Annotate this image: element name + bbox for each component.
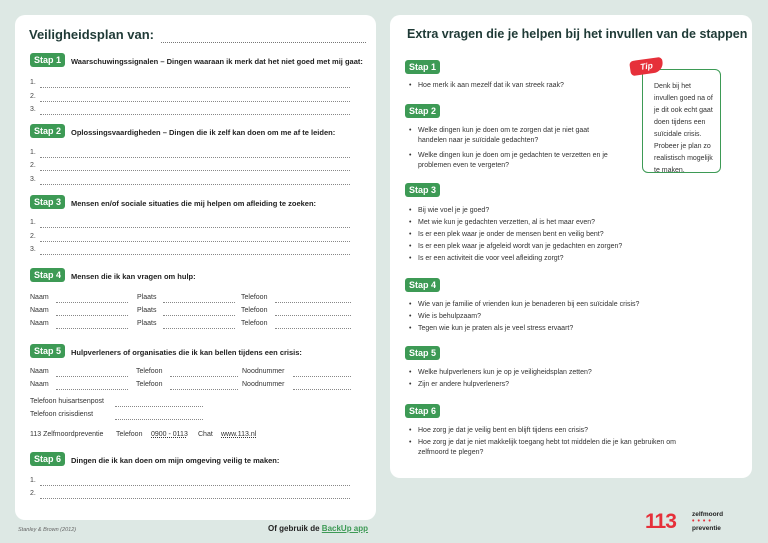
stap1-badge: Stap 1 <box>30 53 65 67</box>
naam-label: Naam <box>30 294 49 301</box>
naam-label: Naam <box>30 381 49 388</box>
stap4-description: Mensen die ik kan vragen om hulp: <box>71 272 196 281</box>
telefoon-field[interactable] <box>170 376 238 377</box>
naam-label: Naam <box>30 368 49 375</box>
org-name: 113 Zelfmoordpreventie <box>30 431 104 438</box>
huisartsenpost-label: Telefoon huisartsenpost <box>30 398 104 405</box>
naam-field[interactable] <box>56 376 128 377</box>
line-number: 1. <box>30 149 36 156</box>
stap2-badge: Stap 2 <box>405 104 440 118</box>
cta-prefix: Of gebruik de <box>268 524 320 533</box>
plaats-field[interactable] <box>163 328 235 329</box>
telefoon-field[interactable] <box>275 315 351 316</box>
stap2-line-3[interactable] <box>40 184 350 185</box>
question: • Zijn er andere hulpverleners? <box>418 380 718 390</box>
question: • Is er een plek waar je onder de mensen bent en veilig bent? <box>418 230 718 240</box>
plaats-label: Plaats <box>137 294 157 301</box>
stap4-badge: Stap 4 <box>405 278 440 292</box>
question: • Welke hulpverleners kun je op je veiligheidsplan zetten? <box>418 368 718 378</box>
stap3-line-2[interactable] <box>40 241 350 242</box>
telefoon-label: Telefoon <box>136 368 163 375</box>
line-number: 1. <box>30 477 36 484</box>
question: • Wie is behulpzaam? <box>418 312 718 322</box>
naam-field[interactable] <box>56 328 128 329</box>
stap4-badge: Stap 4 <box>30 268 65 282</box>
line-number: 3. <box>30 246 36 253</box>
telefoon-label: Telefoon <box>136 381 163 388</box>
org-telefoon-label: Telefoon <box>116 431 143 438</box>
question: • Welke dingen kun je doen om je gedachten te verzetten en je problemen even te vergeten? <box>418 151 623 171</box>
stap2-line-1[interactable] <box>40 157 350 158</box>
naam-field[interactable] <box>56 315 128 316</box>
stap5-description: Hulpverleners of organisaties die ik kan bellen tijdens een crisis: <box>71 348 302 357</box>
plaats-field[interactable] <box>163 302 235 303</box>
stap3-line-1[interactable] <box>40 227 350 228</box>
noodnummer-label: Noodnummer <box>242 368 285 375</box>
line-number: 2. <box>30 233 36 240</box>
telefoon-field[interactable] <box>275 328 351 329</box>
stap2-line-2[interactable] <box>40 170 350 171</box>
line-number: 1. <box>30 79 36 86</box>
naam-label: Naam <box>30 307 49 314</box>
question: • Bij wie voel je je goed? <box>418 206 718 216</box>
stap6-line-1[interactable] <box>40 485 350 486</box>
line-number: 2. <box>30 93 36 100</box>
telefoon-field[interactable] <box>170 389 238 390</box>
questions-title: Extra vragen die je helpen bij het invullen van de stappen <box>407 27 748 41</box>
chat-link[interactable]: www.113.nl <box>221 431 257 438</box>
stap1-line-2[interactable] <box>40 101 350 102</box>
stap3-description: Mensen en/of sociale situaties die mij helpen om afleiding te zoeken: <box>71 199 317 208</box>
stap1-description: Waarschuwingssignalen – Dingen waaraan ik merk dat het niet goed met mij gaat: <box>71 57 363 66</box>
stap3-badge: Stap 3 <box>405 183 440 197</box>
stap3-badge: Stap 3 <box>30 195 65 209</box>
telefoon-label: Telefoon <box>241 294 268 301</box>
chat-label: Chat <box>198 431 213 438</box>
plaats-field[interactable] <box>163 315 235 316</box>
stap5-badge: Stap 5 <box>30 344 65 358</box>
safety-plan-form <box>15 15 376 520</box>
backup-app-link[interactable]: BackUp app <box>321 524 369 533</box>
source-credit: Stanley & Brown (2012) <box>18 527 77 533</box>
backup-app-cta <box>268 524 368 533</box>
stap3-line-3[interactable] <box>40 254 350 255</box>
logo-dots: •••• <box>692 518 714 525</box>
question: • Met wie kun je gedachten verzetten, al is het maar even? <box>418 218 718 228</box>
question: • Is er een activiteit die voor veel afleiding zorgt? <box>418 254 718 264</box>
logo-word-1: zelfmoord <box>692 511 724 518</box>
line-number: 3. <box>30 176 36 183</box>
extra-questions-panel <box>390 15 752 478</box>
logo-word-2: preventie <box>692 525 721 532</box>
question: • Hoe zorg je dat je veilig bent en blijft tijdens een crisis? <box>418 426 718 436</box>
stap6-line-2[interactable] <box>40 498 350 499</box>
stap6-description: Dingen die ik kan doen om mijn omgeving veilig te maken: <box>71 456 280 465</box>
line-number: 1. <box>30 219 36 226</box>
logo-number: 113 <box>645 510 676 533</box>
stap6-badge: Stap 6 <box>30 452 65 466</box>
stap1-line-1[interactable] <box>40 87 350 88</box>
stap6-badge: Stap 6 <box>405 404 440 418</box>
crisisdienst-label: Telefoon crisisdienst <box>30 411 94 418</box>
line-number: 3. <box>30 106 36 113</box>
form-title: Veiligheidsplan van: <box>29 27 154 42</box>
tip-tag: Tip <box>629 57 664 76</box>
stap2-description: Oplossingsvaardigheden – Dingen die ik zelf kan doen om me af te leiden: <box>71 128 336 137</box>
question: • Tegen wie kun je praten als je veel stress ervaart? <box>418 324 718 334</box>
question: • Is er een plek waar je afgeleid wordt van je gedachten en zorgen? <box>418 242 718 252</box>
question: • Wie van je familie of vrienden kun je benaderen bij een suïcidale crisis? <box>418 300 718 310</box>
tip-box: Denk bij het invullen goed na of je dit ook echt gaat doen tijdens een suïcidale crisis. Probeer je plan zo realistisch mogelijk te maken. <box>642 69 721 173</box>
plaats-label: Plaats <box>137 307 157 314</box>
naam-field[interactable] <box>56 302 128 303</box>
plaats-label: Plaats <box>137 320 157 327</box>
telefoon-label: Telefoon <box>241 307 268 314</box>
noodnummer-field[interactable] <box>293 389 351 390</box>
name-field[interactable] <box>161 42 366 43</box>
stap1-badge: Stap 1 <box>405 60 440 74</box>
noodnummer-label: Noodnummer <box>242 381 285 388</box>
noodnummer-field[interactable] <box>293 376 351 377</box>
stap1-line-3[interactable] <box>40 114 350 115</box>
org-phone: 0900 - 0113 <box>151 431 188 438</box>
logo-wordmark <box>692 511 723 533</box>
stap5-badge: Stap 5 <box>405 346 440 360</box>
telefoon-field[interactable] <box>275 302 351 303</box>
naam-field[interactable] <box>56 389 128 390</box>
question: • Welke dingen kun je doen om te zorgen dat je niet gaat handelen naar je suïcidale gedachten? <box>418 126 618 146</box>
line-number: 2. <box>30 490 36 497</box>
question: • Hoe zorg je dat je niet makkelijk toegang hebt tot middelen die je kan gebruiken om zelfmoord te plegen? <box>418 438 676 458</box>
huisartsenpost-field[interactable] <box>115 406 203 407</box>
crisisdienst-field[interactable] <box>115 419 203 420</box>
stap2-badge: Stap 2 <box>30 124 65 138</box>
question: • Hoe merk ik aan mezelf dat ik van streek raak? <box>418 81 638 91</box>
telefoon-label: Telefoon <box>241 320 268 327</box>
line-number: 2. <box>30 162 36 169</box>
naam-label: Naam <box>30 320 49 327</box>
